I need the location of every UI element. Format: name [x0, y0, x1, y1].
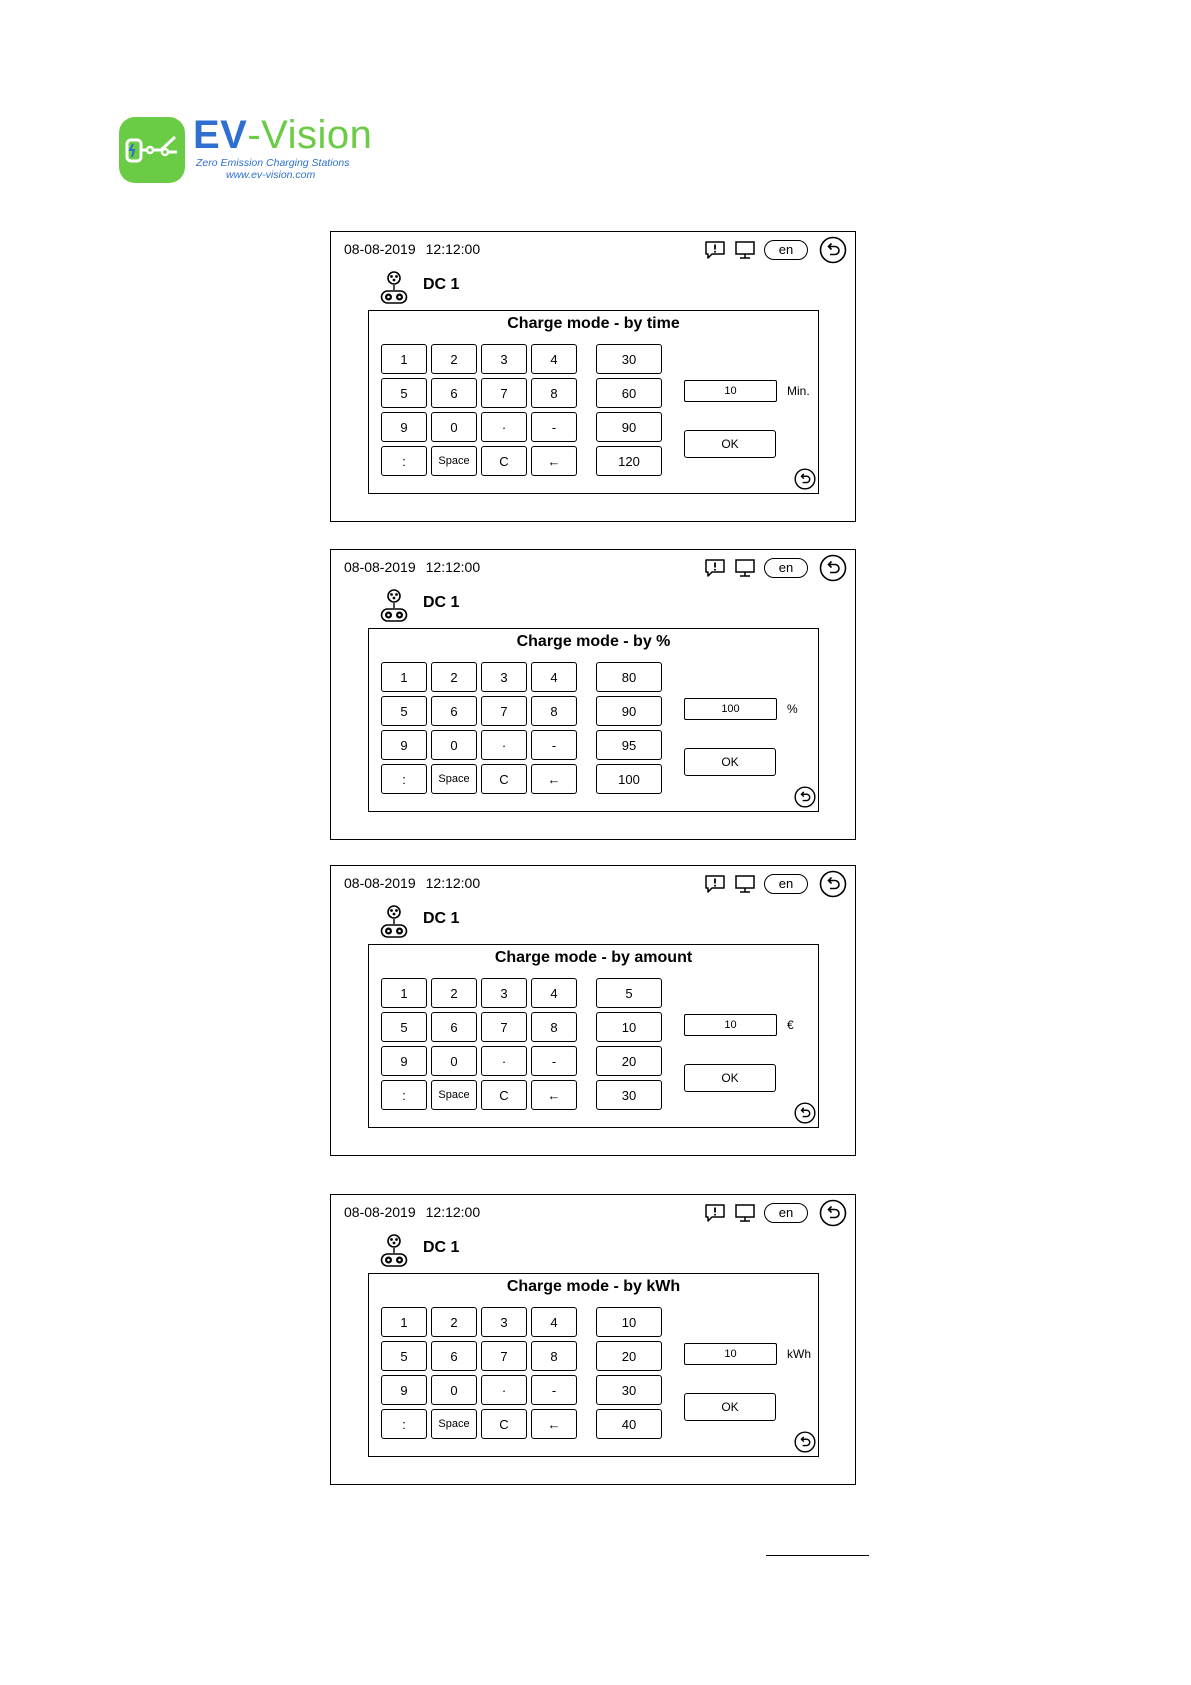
charge-mode-panel — [368, 944, 819, 1128]
keypad-key[interactable]: 8 — [531, 1341, 577, 1371]
preset-button[interactable]: 90 — [596, 696, 662, 726]
station-name: DC 1 — [423, 594, 460, 611]
keypad-key[interactable]: · — [481, 730, 527, 760]
keypad-key[interactable]: 2 — [431, 344, 477, 374]
charge-mode-panel — [368, 310, 819, 494]
unit-label: € — [787, 1018, 794, 1032]
date-text: 08-08-2019 — [344, 241, 416, 257]
top-toolbar — [704, 235, 847, 265]
back-arrow-icon[interactable] — [794, 1102, 816, 1129]
language-button[interactable]: en — [764, 558, 808, 578]
back-arrow-icon[interactable] — [819, 236, 847, 264]
keypad-key[interactable]: - — [531, 412, 577, 442]
keypad-key[interactable]: Space — [431, 446, 477, 476]
panel-title: Charge mode - by kWh — [506, 1278, 681, 1295]
keypad-key[interactable]: C — [481, 764, 527, 794]
preset-button[interactable]: 95 — [596, 730, 662, 760]
numeric-keypad — [381, 344, 577, 476]
keypad-key[interactable]: 1 — [381, 1307, 427, 1337]
ev-connector-icon — [379, 270, 409, 311]
datetime — [344, 1204, 480, 1220]
unit-label: % — [787, 702, 798, 716]
numeric-keypad — [381, 1307, 577, 1439]
message-alert-icon[interactable] — [704, 240, 726, 260]
keypad-key[interactable]: 2 — [431, 662, 477, 692]
keypad-key[interactable]: Space — [431, 1080, 477, 1110]
charge-mode-screen-3 — [330, 865, 856, 1156]
preset-button[interactable]: 20 — [596, 1046, 662, 1076]
value-input[interactable]: 10 — [684, 1343, 777, 1365]
keypad-key[interactable]: · — [481, 1046, 527, 1076]
preset-button[interactable]: 30 — [596, 1375, 662, 1405]
value-input[interactable]: 10 — [684, 380, 777, 402]
preset-button[interactable]: 10 — [596, 1307, 662, 1337]
monitor-icon[interactable] — [734, 874, 756, 894]
ev-connector-icon — [379, 588, 409, 629]
monitor-icon[interactable] — [734, 558, 756, 578]
station-name: DC 1 — [423, 276, 460, 293]
keypad-key[interactable]: ← — [531, 764, 577, 794]
time-text: 12:12:00 — [425, 1204, 481, 1220]
keypad-key[interactable]: 5 — [381, 1012, 427, 1042]
numeric-keypad — [381, 978, 577, 1110]
keypad-key[interactable]: 7 — [481, 696, 527, 726]
charge-mode-panel — [368, 1273, 819, 1457]
panel-title: Charge mode - by % — [516, 633, 671, 650]
keypad-key[interactable]: 2 — [431, 978, 477, 1008]
charge-mode-screen-1 — [330, 231, 856, 522]
keypad-key[interactable]: : — [381, 1080, 427, 1110]
keypad-key[interactable]: 4 — [531, 1307, 577, 1337]
time-text: 12:12:00 — [425, 559, 481, 575]
preset-button[interactable]: 5 — [596, 978, 662, 1008]
preset-button[interactable]: 40 — [596, 1409, 662, 1439]
value-input[interactable]: 10 — [684, 1014, 777, 1036]
ev-vision-logo — [119, 113, 379, 185]
keypad-key[interactable]: · — [481, 412, 527, 442]
panel-title: Charge mode - by time — [507, 315, 680, 332]
keypad-key[interactable]: C — [481, 1409, 527, 1439]
monitor-icon[interactable] — [734, 1203, 756, 1223]
keypad-key[interactable]: 7 — [481, 1012, 527, 1042]
back-arrow-icon[interactable] — [794, 468, 816, 495]
language-button[interactable]: en — [764, 1203, 808, 1223]
back-arrow-icon[interactable] — [819, 554, 847, 582]
date-text: 08-08-2019 — [344, 875, 416, 891]
charging-plug-logo-icon — [119, 117, 185, 183]
preset-values — [596, 344, 662, 476]
keypad-key[interactable]: · — [481, 1375, 527, 1405]
keypad-key[interactable]: C — [481, 1080, 527, 1110]
keypad-key[interactable]: ← — [531, 1409, 577, 1439]
keypad-key[interactable]: 9 — [381, 730, 427, 760]
time-text: 12:12:00 — [425, 241, 481, 257]
message-alert-icon[interactable] — [704, 558, 726, 578]
keypad-key[interactable]: - — [531, 730, 577, 760]
keypad-key[interactable]: 6 — [431, 378, 477, 408]
keypad-key[interactable]: 1 — [381, 344, 427, 374]
charge-mode-screen-4 — [330, 1194, 856, 1485]
brand-name-prefix: EV — [193, 113, 248, 157]
datetime — [344, 559, 480, 575]
preset-button[interactable]: 10 — [596, 1012, 662, 1042]
keypad-key[interactable]: 3 — [481, 344, 527, 374]
preset-button[interactable]: 30 — [596, 1080, 662, 1110]
monitor-icon[interactable] — [734, 240, 756, 260]
preset-button[interactable]: 30 — [596, 344, 662, 374]
keypad-key[interactable]: 3 — [481, 1307, 527, 1337]
preset-values — [596, 978, 662, 1110]
back-arrow-icon[interactable] — [794, 786, 816, 813]
keypad-key[interactable]: 0 — [431, 1046, 477, 1076]
preset-values — [596, 662, 662, 794]
ev-connector-icon — [379, 904, 409, 945]
ok-button[interactable]: OK — [684, 1393, 776, 1421]
brand-tagline: Zero Emission Charging Stations — [196, 157, 350, 169]
keypad-key[interactable]: 5 — [381, 1341, 427, 1371]
ok-button[interactable]: OK — [684, 1064, 776, 1092]
keypad-key[interactable]: 7 — [481, 378, 527, 408]
preset-button[interactable]: 20 — [596, 1341, 662, 1371]
top-toolbar — [704, 1198, 847, 1228]
ok-button[interactable]: OK — [684, 430, 776, 458]
time-text: 12:12:00 — [425, 875, 481, 891]
brand-name-suffix: -Vision — [247, 113, 373, 157]
keypad-key[interactable]: : — [381, 446, 427, 476]
keypad-key[interactable]: - — [531, 1046, 577, 1076]
preset-button[interactable]: 80 — [596, 662, 662, 692]
message-alert-icon[interactable] — [704, 1203, 726, 1223]
unit-label: kWh — [787, 1347, 811, 1361]
brand-name — [193, 113, 372, 157]
value-input[interactable]: 100 — [684, 698, 777, 720]
keypad-key[interactable]: 2 — [431, 1307, 477, 1337]
keypad-key[interactable]: 6 — [431, 1012, 477, 1042]
language-button[interactable]: en — [764, 240, 808, 260]
keypad-key[interactable]: 9 — [381, 1375, 427, 1405]
keypad-key[interactable]: : — [381, 764, 427, 794]
back-arrow-icon[interactable] — [819, 1199, 847, 1227]
charge-mode-panel — [368, 628, 819, 812]
language-button[interactable]: en — [764, 874, 808, 894]
keypad-key[interactable]: 4 — [531, 662, 577, 692]
preset-values — [596, 1307, 662, 1439]
date-text: 08-08-2019 — [344, 559, 416, 575]
ev-connector-icon — [379, 1233, 409, 1274]
keypad-key[interactable]: 9 — [381, 412, 427, 442]
station-name: DC 1 — [423, 910, 460, 927]
keypad-key[interactable]: 8 — [531, 378, 577, 408]
keypad-key[interactable]: 6 — [431, 1341, 477, 1371]
keypad-key[interactable]: 3 — [481, 978, 527, 1008]
keypad-key[interactable]: 5 — [381, 378, 427, 408]
keypad-key[interactable]: 0 — [431, 730, 477, 760]
preset-button[interactable]: 90 — [596, 412, 662, 442]
keypad-key[interactable]: 1 — [381, 978, 427, 1008]
numeric-keypad — [381, 662, 577, 794]
datetime — [344, 241, 480, 257]
message-alert-icon[interactable] — [704, 874, 726, 894]
panel-title: Charge mode - by amount — [494, 949, 693, 966]
keypad-key[interactable]: 7 — [481, 1341, 527, 1371]
keypad-key[interactable]: : — [381, 1409, 427, 1439]
charge-mode-screen-2 — [330, 549, 856, 840]
top-toolbar — [704, 869, 847, 899]
keypad-key[interactable]: 0 — [431, 412, 477, 442]
keypad-key[interactable]: 3 — [481, 662, 527, 692]
keypad-key[interactable]: Space — [431, 764, 477, 794]
brand-url: www.ev-vision.com — [226, 169, 316, 181]
keypad-key[interactable]: ← — [531, 446, 577, 476]
keypad-key[interactable]: - — [531, 1375, 577, 1405]
keypad-key[interactable]: ← — [531, 1080, 577, 1110]
date-text: 08-08-2019 — [344, 1204, 416, 1220]
top-toolbar — [704, 553, 847, 583]
preset-button[interactable]: 100 — [596, 764, 662, 794]
preset-button[interactable]: 120 — [596, 446, 662, 476]
keypad-key[interactable]: 8 — [531, 696, 577, 726]
preset-button[interactable]: 60 — [596, 378, 662, 408]
ok-button[interactable]: OK — [684, 748, 776, 776]
keypad-key[interactable]: Space — [431, 1409, 477, 1439]
keypad-key[interactable]: 0 — [431, 1375, 477, 1405]
keypad-key[interactable]: 5 — [381, 696, 427, 726]
station-name: DC 1 — [423, 1239, 460, 1256]
unit-label: Min. — [787, 384, 810, 398]
keypad-key[interactable]: C — [481, 446, 527, 476]
footer-divider — [766, 1555, 869, 1556]
keypad-key[interactable]: 9 — [381, 1046, 427, 1076]
keypad-key[interactable]: 4 — [531, 344, 577, 374]
keypad-key[interactable]: 4 — [531, 978, 577, 1008]
back-arrow-icon[interactable] — [819, 870, 847, 898]
keypad-key[interactable]: 6 — [431, 696, 477, 726]
keypad-key[interactable]: 8 — [531, 1012, 577, 1042]
back-arrow-icon[interactable] — [794, 1431, 816, 1458]
keypad-key[interactable]: 1 — [381, 662, 427, 692]
datetime — [344, 875, 480, 891]
